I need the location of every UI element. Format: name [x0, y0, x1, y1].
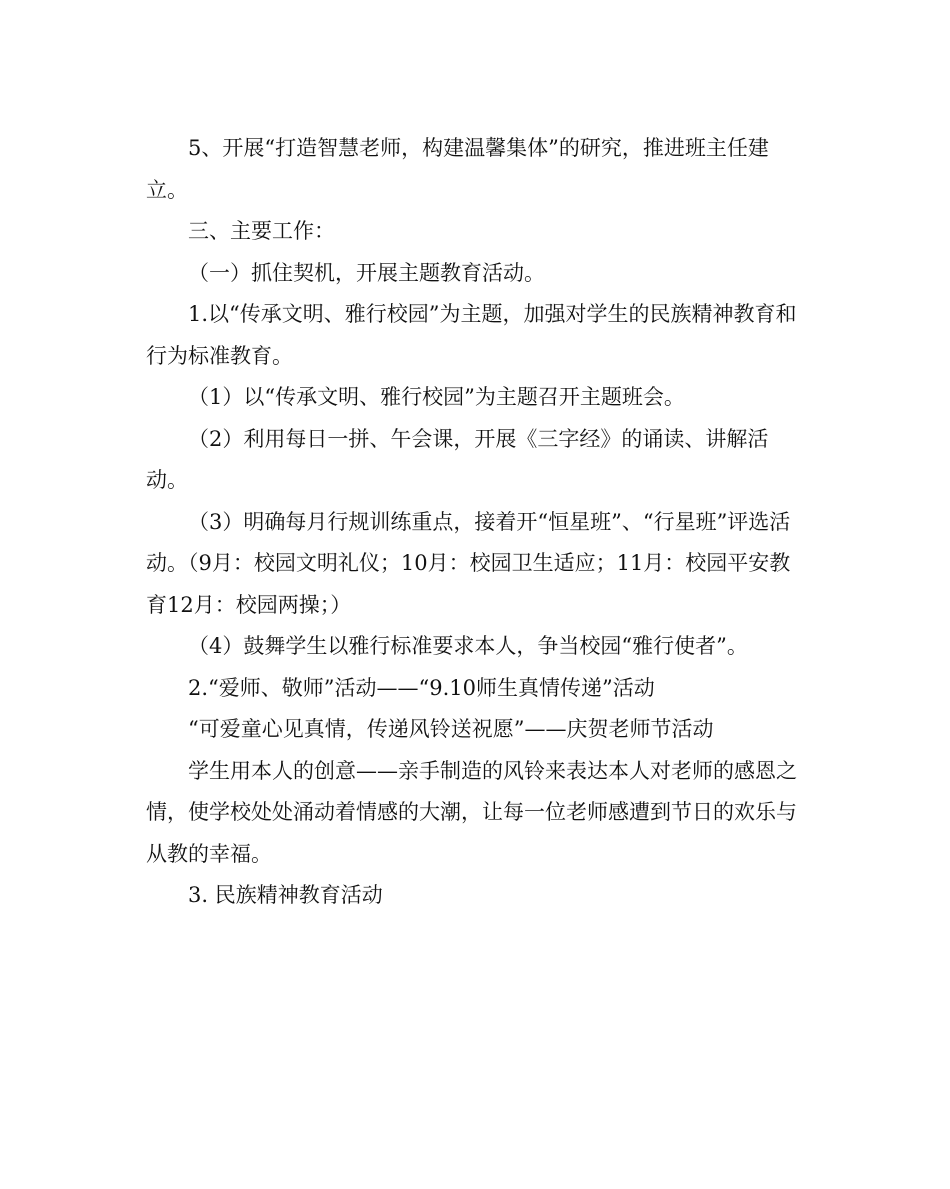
paragraph-item-2: 2.“爱师、敬师”活动——“9.10师生真情传递”活动: [188, 675, 655, 700]
paragraph-activity-description: 学生用本人的创意——亲手制造的风铃来表达本人对老师的感恩之情，使学校处处涌动着情感的大潮，让每一位老师感遭到节日的欢乐与从教的幸福。: [146, 758, 797, 866]
paragraph-item-5: 5、开展“打造智慧老师，构建温馨集体”的研究，推进班主任建立。: [146, 136, 769, 202]
paragraph-subitem-2: （2）利用每日一拼、午会课，开展《三字经》的诵读、讲解活动。: [146, 426, 769, 492]
paragraph-item-1: 1.以“传承文明、雅行校园”为主题，加强对学生的民族精神教育和行为标准教育。: [146, 302, 797, 368]
section-heading-main-work: 三、主要工作：: [188, 219, 335, 243]
paragraph-activity-title: “可爱童心见真情，传递风铃送祝愿”——庆贺老师节活动: [188, 717, 714, 741]
paragraph-subitem-4: （4）鼓舞学生以雅行标准要求本人，争当校园“雅行使者”。: [188, 634, 748, 658]
document-body: [146, 128, 806, 917]
paragraph-item-3: 3. 民族精神教育活动: [188, 883, 383, 907]
paragraph-subitem-1: （1）以“传承文明、雅行校园”为主题召开主题班会。: [188, 385, 685, 409]
paragraph-subitem-3: （3）明确每月行规训练重点，接着开“恒星班”、“行星班”评选活动。（9月：校园文明礼仪；10月：校园卫生适应；11月：校园平安教育12月：校园两操；）: [146, 509, 791, 617]
subsection-heading-1: （一）抓住契机，开展主题教育活动。: [188, 260, 545, 285]
